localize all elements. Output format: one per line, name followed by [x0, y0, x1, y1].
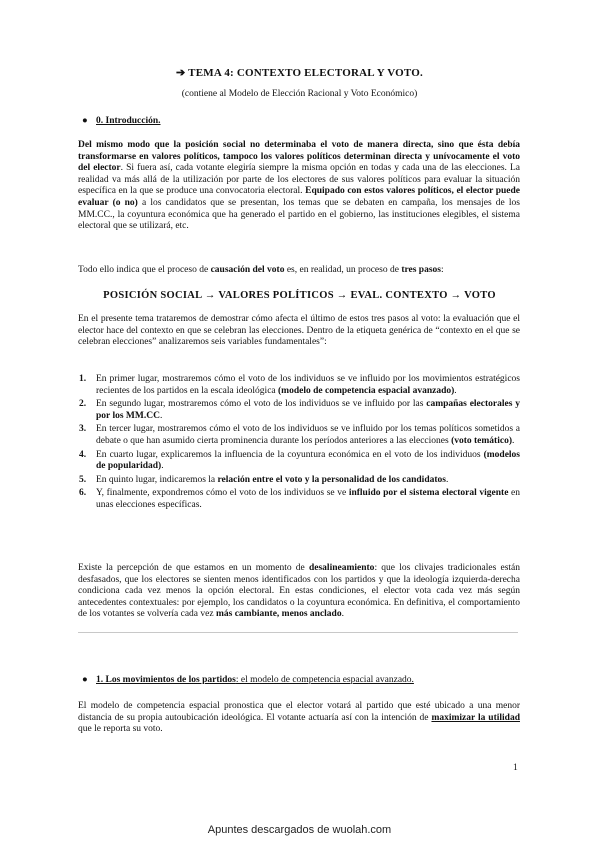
list-item-number: 1. [79, 374, 87, 384]
bullet-icon: ● [82, 675, 88, 685]
dealignment-paragraph [78, 563, 520, 621]
list-item-tail: . [159, 410, 163, 421]
list-item [79, 449, 520, 473]
list-item-tail: . [445, 474, 449, 485]
dealignment-text-2: : que los clivajes tradicionales están desfasados, que los electores se sienten menos identificados con los partidos y que la ideología izquierda-derecha condiciona cada vez menos la opción electoral. En estas condiciones, el elector vota cada vez más según antecedentes contextuales: por ejemplo, los candidatos o la coyuntura económica. En definitiva, el comportamiento de los votantes se volvería cada vez [78, 563, 520, 620]
list-item-text: En tercer lugar, mostraremos cómo el voto de los individuos se ve influido por los temas políticos sometidos a debate o que han asumido cierta prominencia durante los períodos anteriores a las elecciones [96, 424, 520, 446]
list-item [79, 474, 520, 487]
causation-text-2: es, en realidad, un proceso de [284, 265, 402, 275]
dealignment-text-1: Existe la percepción de que estamos en un momento de [78, 563, 309, 573]
list-item-text: En cuarto lugar, explicaremos la influencia de la coyuntura económica en el voto de los individuos [96, 449, 484, 460]
page-title: ➔ TEMA 4: CONTEXTO ELECTORAL Y VOTO. [176, 67, 423, 79]
list-item-number: 6. [79, 488, 87, 499]
spatial-text-1: El modelo de competencia espacial pronostica que el elector votará al partido que esté ubicado a una menor distancia de su propia autoubicación ideológica. El votante actuaría así con la intención de [78, 701, 520, 723]
spatial-model-paragraph [78, 701, 520, 736]
list-item-number: 3. [79, 424, 87, 435]
spatial-bold-1: maximizar la utilidad [431, 712, 520, 723]
intro-paragraph [78, 140, 520, 233]
list-item [79, 424, 520, 447]
list-item-tail: . [454, 385, 457, 396]
intro-text-2: a los candidatos que se presentan, los temas que se debaten en campaña, los mensajes de los MM.CC., la coyuntura económica que ha generado el partido en el gobierno, las instituciones elegibles, el sistema electoral que se utilizará, etc. [78, 197, 520, 232]
intro-bold-2: Equipado con estos valores políticos, el elector puede evaluar (o no) [78, 186, 521, 208]
download-footer: Apuntes descargados de wuolah.com [207, 824, 392, 836]
list-item-number: 4. [79, 449, 87, 460]
dealignment-bold-2: más cambiante, menos anclado [215, 609, 342, 620]
list-item-bold: (modelos de popularidad) [96, 449, 520, 472]
dealignment-text-3: . [341, 609, 344, 620]
list-item-tail: . [161, 461, 164, 472]
causation-text-1: Todo ello indica que el proceso de [78, 265, 211, 275]
section-0-title: 0. Introducción. [96, 116, 161, 126]
list-item-text: En quinto lugar, indicaremos la [96, 474, 218, 485]
causation-flow: POSICIÓN SOCIAL → VALORES POLÍTICOS → EVAL. CONTEXTO → VOTO [103, 290, 496, 301]
list-item-number: 5. [79, 474, 87, 485]
list-item-tail: . [512, 435, 515, 446]
section-1-title-bold: 1. Los movimientos de los partidos [96, 675, 236, 685]
list-item [79, 399, 520, 422]
causation-bold-2: tres pasos [401, 265, 441, 275]
variables-intro-paragraph: En el presente tema trataremos de demostrar cómo afecta el último de estos tres pasos al voto: la evaluación que el elector hace del contexto en que se celebran las elecciones. Dentro de la etiqueta genérica de “contexto en el que se celebran elecciones” analizaremos seis variables fundamentales”: [78, 314, 520, 348]
list-item-bold: influido por el sistema electoral vigente [348, 488, 509, 499]
section-0-heading [82, 116, 161, 126]
variables-list [79, 374, 521, 514]
page-number: 1 [513, 763, 518, 773]
list-item-bold: (modelo de competencia espacial avanzado) [278, 385, 455, 396]
list-item-text: En primer lugar, mostraremos cómo el voto de los individuos se ve influido por los movimientos estratégicos recientes de los partidos en la escala ideológica [96, 374, 520, 396]
intro-text-1: . Si fuera así, cada votante elegiría siempre la misma opción en todas y cada una de las elecciones. La realidad va más allá de la utilización por parte de los electores de sus valores políticos para evaluar la situación específica en la que se produce una convocatoria electoral. [78, 163, 521, 197]
section-1-heading [82, 675, 414, 685]
list-item-bold: campañas electorales y por los MM.CC [96, 399, 520, 421]
list-item [79, 488, 521, 511]
section-divider [78, 632, 518, 633]
list-item-bold: relación entre el voto y la personalidad de los candidatos [217, 474, 446, 485]
dealignment-bold-1: desalineamiento [308, 563, 375, 573]
causation-bold-1: causación del voto [210, 265, 285, 275]
intro-bold-lead: Del mismo modo que la posición social no determinaba el voto de manera directa, sino que ésta debía transformarse en valores políticos, tampoco los valores políticos determinan directa y unívocamente el voto del elector [78, 140, 520, 174]
bullet-icon: ● [82, 116, 88, 126]
page-subtitle: (contiene al Modelo de Elección Racional y Voto Económico) [181, 89, 418, 99]
list-item-bold: (voto temático) [451, 435, 512, 446]
spatial-text-2: que le reporta su voto. [78, 724, 163, 735]
list-item [79, 374, 520, 397]
section-1-title-rest: : el modelo de competencia espacial avanzado. [235, 675, 414, 685]
causation-text-3: : [441, 265, 444, 275]
causation-paragraph [78, 265, 520, 277]
list-item-text: En segundo lugar, mostraremos cómo el voto de los individuos se ve influido por las [96, 399, 427, 410]
list-item-number: 2. [79, 399, 87, 410]
list-item-text: Y, finalmente, expondremos cómo el voto de los individuos se ve [96, 488, 349, 499]
list-item-tail: en unas elecciones específicas. [96, 488, 521, 510]
